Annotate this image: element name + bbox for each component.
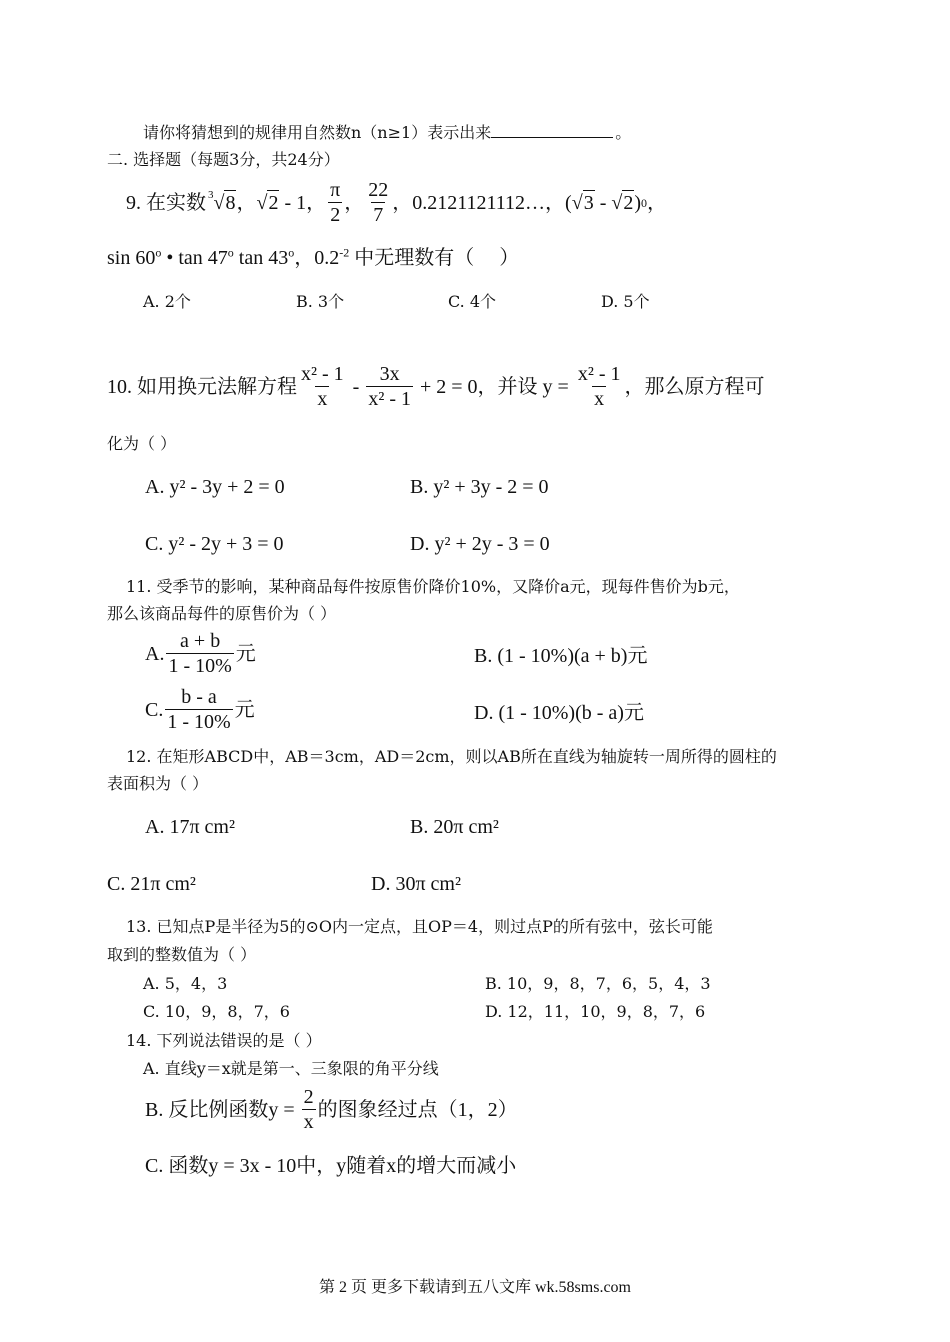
q9-paren-minus: -: [594, 191, 612, 214]
q9-option-a: A. 2个: [143, 292, 191, 311]
q9-22-7-fraction: [366, 178, 390, 227]
q10-option-a: A. y² - 3y + 2 = 0: [145, 476, 285, 498]
q9-sep2: ，: [344, 191, 365, 214]
q9-line1: 9. 在实数 3 √ 8 ， √ 2 - 1， $\frac{\pi}{2}$ ， $\frac{22}{7}$ ，0.2121121112…， ( √ 3 - √ 2 ) 0 ，: [126, 179, 668, 226]
q14-opt-b-den: x: [303, 1111, 314, 1133]
q9-pi-fraction: [328, 178, 342, 227]
q9-decimal: ，0.2121121112…，: [392, 191, 566, 214]
answer-blank: [491, 121, 613, 138]
q14-option-b: [145, 1085, 518, 1134]
q10-option-c: C. y² - 2y + 3 = 0: [145, 533, 284, 555]
intro-line: [143, 121, 631, 142]
q10-minus: -: [347, 375, 365, 398]
q11-option-a: [145, 629, 256, 678]
q11-opt-a-den: 1 - 10%: [168, 655, 232, 677]
q14-line1: 14. 下列说法错误的是（ ）: [126, 1031, 322, 1050]
q12-option-d: D. 30π cm²: [371, 873, 461, 895]
q9-comma: ，: [647, 191, 668, 214]
radical-sign: √: [571, 191, 583, 214]
q9-cube-radicand: 8: [225, 192, 236, 214]
q10-line2: 化为（ ）: [107, 434, 177, 453]
q13-line2: 取到的整数值为（ ）: [107, 945, 257, 964]
q9-prefix: 9. 在实数: [126, 191, 206, 214]
q11-opt-a-num: a + b: [180, 630, 221, 652]
page-footer: 第 2 页 更多下载请到五八文库 wk.58sms.com: [318, 1279, 631, 1296]
q11-opt-a-unit: 元: [235, 642, 256, 665]
q9-option-b: B. 3个: [296, 292, 345, 311]
q12-option-b: B. 20π cm²: [410, 816, 499, 838]
q9-tan43: tan 43: [233, 247, 289, 269]
q9-line2: [107, 246, 519, 270]
q11-line2: 那么该商品每件的原售价为（ ）: [107, 604, 337, 623]
q10-option-b: B. y² + 3y - 2 = 0: [410, 476, 549, 498]
q13-option-c: C. 10，9，8，7，6: [143, 1002, 290, 1021]
q14-opt-b-post: 的图象经过点（1，2）: [317, 1098, 518, 1121]
q11-opt-c-num: b - a: [181, 686, 217, 708]
q10-fraction-3: [576, 362, 623, 411]
q10-end: ，那么原方程可: [624, 375, 765, 398]
q11-option-d: D. (1 - 10%)(b - a)元: [474, 702, 644, 724]
q9-sqrt3: 3: [583, 192, 594, 214]
q9-frac-num: 22: [368, 179, 389, 201]
q13-line1: 13. 已知点P是半径为5的⊙O内一定点，且OP＝4，则过点P的所有弦中，弦长可能: [126, 917, 713, 936]
radical-sign: √: [611, 191, 623, 214]
q10-prefix: 10. 如用换元法解方程: [107, 375, 297, 398]
q9-option-d: D. 5个: [601, 292, 650, 311]
q9-root-index: 3: [208, 188, 214, 201]
q11-option-b: B. (1 - 10%)(a + b)元: [474, 645, 648, 667]
intro-text: 请你将猜想到的规律用自然数n（n≥1）表示出来: [143, 123, 492, 142]
q9-pi-num: π: [330, 179, 341, 201]
q9-line2-rest: ，0.2: [294, 247, 340, 269]
q10-f3-den: x: [594, 388, 605, 410]
q12-line2: 表面积为（ ）: [107, 774, 209, 793]
q10-f2-num: 3x: [379, 363, 400, 385]
q14-option-a: A. 直线y＝x就是第一、三象限的角平分线: [143, 1059, 439, 1078]
q11-line1: 11. 受季节的影响，某种商品每件按原售价降价10%，又降价a元，现每件售价为b元，: [126, 577, 740, 596]
q9-paren-open: (: [565, 191, 572, 214]
section-title: 二. 选择题（每题3分，共24分）: [107, 150, 340, 169]
q9-frac-den: 7: [373, 204, 384, 226]
q11-opt-c-den: 1 - 10%: [167, 711, 231, 733]
q10-fraction-2: [366, 362, 413, 411]
q14-opt-b-pre: B. 反比例函数y =: [145, 1098, 300, 1121]
q10-f1-num: x² - 1: [301, 363, 344, 385]
q9-neg2-exp: -2: [339, 245, 350, 260]
q11-opt-c-label: C.: [145, 698, 164, 721]
q11-opt-c-unit: 元: [234, 698, 255, 721]
q9-minus-one: - 1，: [279, 191, 327, 214]
q12-option-c: C. 21π cm²: [107, 873, 196, 895]
q11-opt-c-fraction: [165, 685, 232, 734]
q9-sqrt2: 2: [268, 192, 279, 214]
q12-line1: 12. 在矩形ABCD中，AB＝3cm，AD＝2cm，则以AB所在直线为轴旋转一周所得的圆柱的: [126, 747, 777, 766]
degree-mark: o: [288, 245, 295, 260]
q14-opt-b-num: 2: [303, 1086, 314, 1108]
q11-opt-a-label: A.: [145, 642, 165, 665]
radical-sign: √: [256, 191, 268, 214]
q9-paren-close: ): [634, 191, 642, 214]
q13-option-b: B. 10，9，8，7，6，5，4，3: [485, 974, 711, 993]
q10-option-d: D. y² + 2y - 3 = 0: [410, 533, 550, 555]
q9-sqrt2b: 2: [623, 192, 634, 214]
q10-f2-den: x² - 1: [368, 388, 411, 410]
q11-option-c: [145, 685, 255, 734]
q10-f1-den: x: [317, 388, 328, 410]
radical-sign: √: [213, 191, 225, 214]
degree-mark: o: [155, 245, 162, 260]
q9-dot: •: [161, 247, 179, 269]
q11-opt-a-fraction: [166, 629, 233, 678]
q14-opt-b-fraction: [302, 1085, 316, 1134]
q10-rest: + 2 = 0，并设 y =: [414, 375, 574, 398]
q9-tan47: tan 47: [178, 247, 228, 269]
q14-option-c: C. 函数y = 3x - 10中，y随着x的增大而减小: [145, 1155, 517, 1177]
q10-f3-num: x² - 1: [577, 363, 621, 385]
q12-option-a: A. 17π cm²: [145, 816, 235, 838]
q9-option-c: C. 4个: [448, 292, 497, 311]
q10-fraction-1: [299, 362, 346, 411]
q9-sin60: sin 60: [107, 247, 156, 269]
q9-sep1: ，: [236, 191, 257, 214]
degree-mark: o: [227, 245, 234, 260]
q9-line2-end: 中无理数有（ ）: [349, 247, 520, 269]
q13-option-a: A. 5，4，3: [143, 974, 228, 993]
intro-end: 。: [615, 123, 632, 142]
q13-option-d: D. 12，11，10，9，8，7，6: [485, 1002, 706, 1021]
q10-line1: [107, 362, 764, 411]
q9-pi-den: 2: [330, 204, 341, 226]
